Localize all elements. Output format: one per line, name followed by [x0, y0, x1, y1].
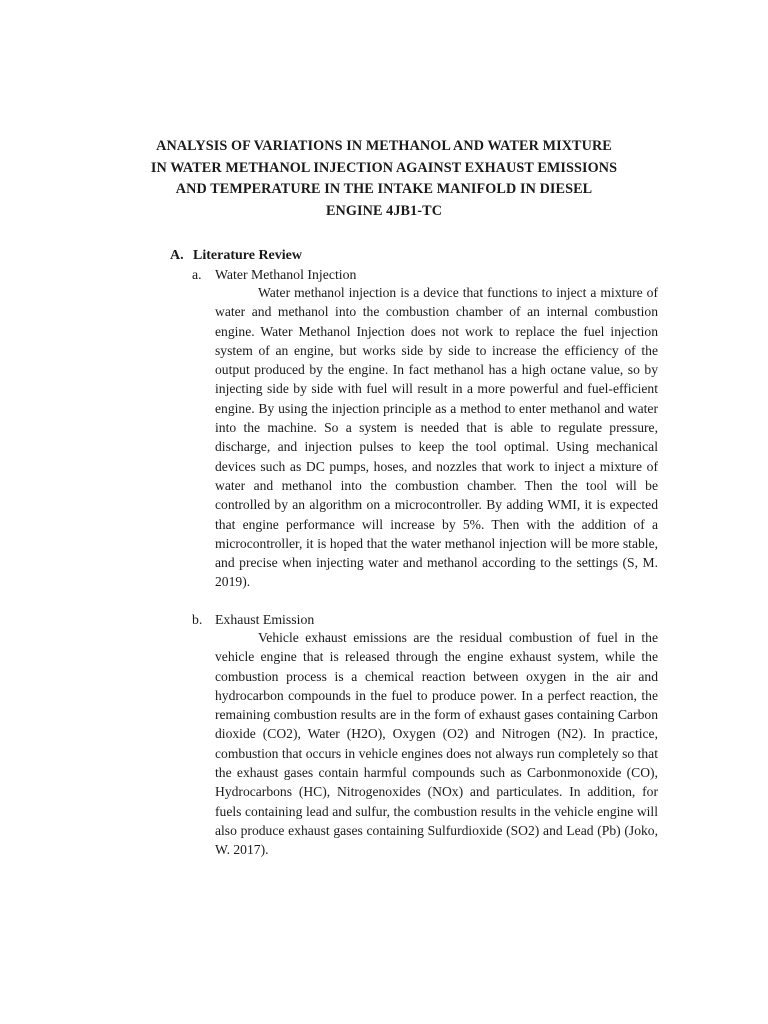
title-line: AND TEMPERATURE IN THE INTAKE MANIFOLD IN DIESEL — [175, 181, 593, 197]
subsection-heading-water-methanol-injection — [192, 266, 356, 284]
subsection-heading-text: Exhaust Emission — [215, 612, 315, 627]
section-marker: A. — [170, 248, 184, 263]
section-heading-text: Literature Review — [193, 248, 302, 263]
subsection-heading-text: Water Methanol Injection — [215, 267, 357, 282]
subsection-marker: a. — [192, 267, 202, 282]
paragraph-water-methanol-injection: Water methanol injection is a device that functions to inject a mixture of water and methanol into the combustion chamber of an internal combustion engine. Water Methanol Injection does not work to replace the fuel injection system of an engine, but works side by side to increase the efficiency of the output produced by the engine. In fact methanol has a high octane value, so by injecting side by side with fuel will result in a more powerful and fuel-efficient engine. By using the injection principle as a method to enter methanol and water into the machine. So a system is needed that is able to regulate pressure, discharge, and injection pulses to keep the tool optimal. Using mechanical devices such as DC pumps, hoses, and nozzles that work to inject a mixture of water and methanol into the combustion chamber. Then the tool will be controlled by an algorithm on a microcontroller. By adding WMI, it is expected that engine performance will increase by 5%. Then with the addition of a microcontroller, it is hoped that the water methanol injection will be more stable, and precise when injecting water and methanol according to the settings (S, M. 2019). — [215, 285, 658, 590]
section-heading — [170, 247, 302, 265]
subsection-heading-exhaust-emission — [192, 611, 314, 629]
subsection-marker: b. — [192, 612, 203, 627]
title-line: ANALYSIS OF VARIATIONS IN METHANOL AND WATER MIXTURE — [156, 138, 612, 154]
paragraph-exhaust-emission: Vehicle exhaust emissions are the residual combustion of fuel in the vehicle engine that is released through the engine exhaust system, while the combustion process is a chemical reaction between oxygen in the air and hydrocarbon compounds in the fuel to produce power. In a perfect reaction, the remaining combustion results are in the form of exhaust gases containing Carbon dioxide (CO2), Water (H2O), Oxygen (O2) and Nitrogen (N2). In practice, combustion that occurs in vehicle engines does not always run completely so that the exhaust gases contain harmful compounds such as Carbonmonoxide (CO), Hydrocarbons (HC), Nitrogenoxides (NOx) and particulates. In addition, for fuels containing lead and sulfur, the combustion results in the vehicle engine will also produce exhaust gases containing Sulfurdioxide (SO2) and Lead (Pb) (Joko, W. 2017). — [215, 630, 658, 858]
title-line: ENGINE 4JB1-TC — [325, 202, 443, 219]
title-line: IN WATER METHANOL INJECTION AGAINST EXHAUST EMISSIONS — [150, 159, 618, 176]
document-title — [110, 136, 658, 222]
